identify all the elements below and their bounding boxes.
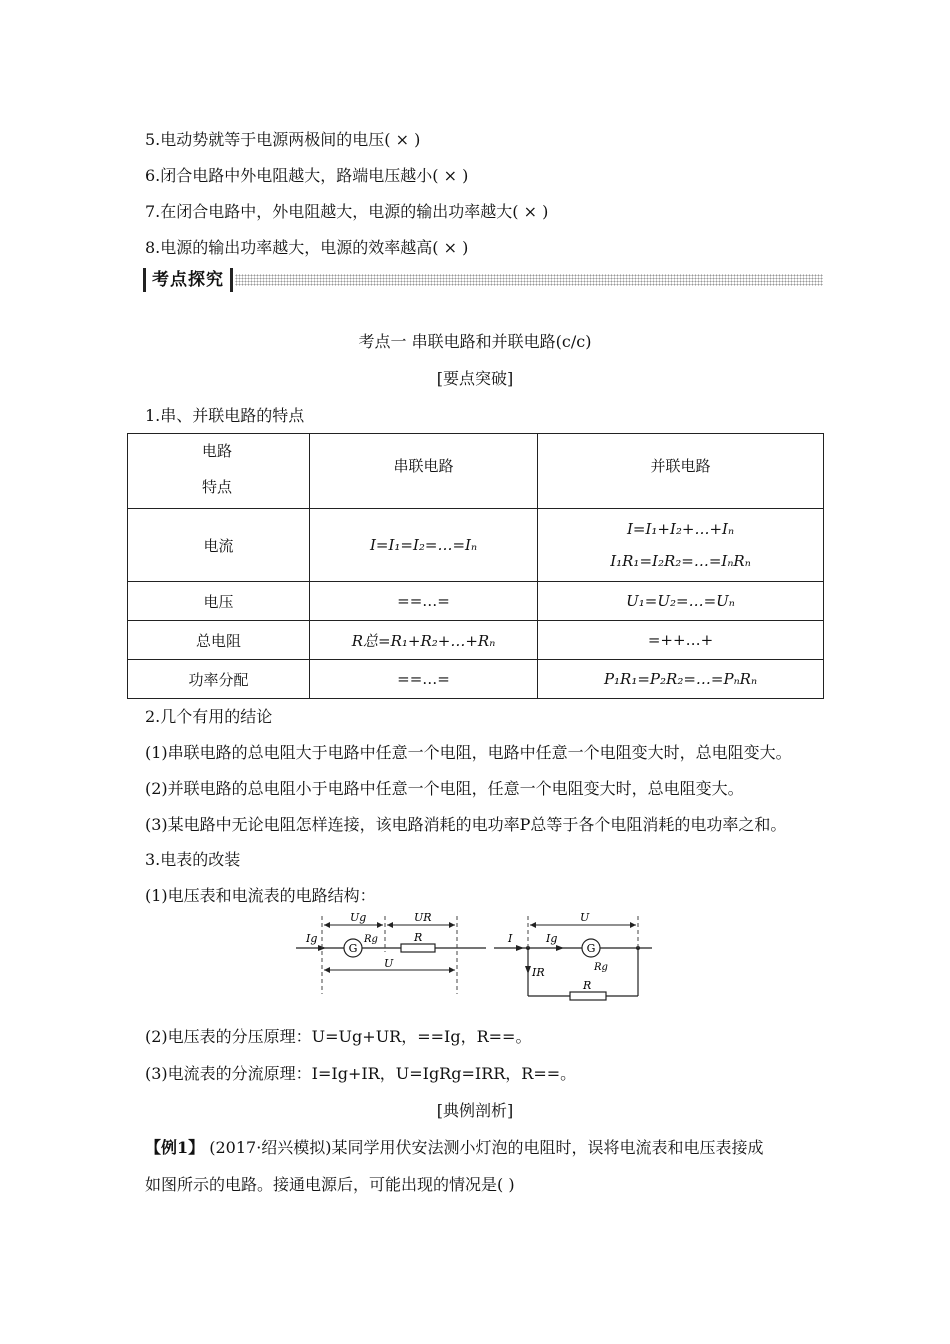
parallel-line-2: I₁R₁=I₂R₂=…=IₙRₙ (610, 552, 751, 570)
galvanometer-label: G (348, 942, 358, 955)
section-banner (143, 268, 823, 292)
corner-bottom-label: 特点 (202, 478, 233, 496)
table-row (128, 621, 824, 660)
corner-top-label: 电路 (202, 442, 233, 460)
example-text-1: (2017·绍兴模拟)某同学用伏安法测小灯泡的电阻时，误将电流表和电压表接成 (204, 1138, 764, 1157)
example-1-line-2: 如图所示的电路。接通电源后，可能出现的情况是( ) (145, 1175, 515, 1194)
example-1-line-1 (145, 1135, 764, 1158)
label-r: R (583, 979, 592, 992)
item2-title: 2.几个有用的结论 (145, 707, 273, 726)
resistor-r (401, 944, 435, 952)
item3-title: 3.电表的改装 (145, 850, 241, 869)
label-i: I (508, 932, 513, 945)
label-ig: Ig (546, 932, 558, 945)
series-cell: I=I₁=I₂=…=Iₙ (310, 509, 538, 582)
series-cell: ==…= (310, 582, 538, 621)
conclusion-2: (2)并联电路的总电阻小于电路中任意一个电阻，任意一个电阻变大时，总电阻变大。 (145, 779, 744, 798)
table-row (128, 582, 824, 621)
row-label: 电压 (128, 582, 310, 621)
label-u: U (384, 957, 394, 970)
parallel-cell (538, 509, 824, 582)
label-ug: Ug (350, 912, 367, 924)
series-cell: R总=R₁+R₂+…+Rₙ (310, 621, 538, 660)
ammeter-circuit-diagram (490, 912, 658, 1002)
label-rg: Rg (594, 962, 608, 973)
label-r: R (414, 931, 423, 944)
section-title: 考点一 串联电路和并联电路(c/c) (358, 332, 592, 351)
label-rg: Rg (364, 934, 378, 945)
voltmeter-circuit-diagram (290, 912, 490, 996)
conclusion-3: (3)某电路中无论电阻怎样连接，该电路消耗的电功率P总等于各个电阻消耗的电功率之和。 (145, 815, 787, 834)
parallel-line-1: I=I₁+I₂+…+Iₙ (626, 520, 735, 538)
galvanometer-label: G (586, 942, 596, 955)
row-label: 总电阻 (128, 621, 310, 660)
label-u: U (580, 912, 590, 924)
parallel-cell: =++…+ (538, 621, 824, 660)
banner-label: 考点探究 (143, 268, 233, 292)
series-header: 串联电路 (310, 434, 538, 509)
example-heading: [典例剖析] (436, 1101, 514, 1120)
table-row (128, 660, 824, 699)
judgment-item-6: 6.闭合电路中外电阻越大，路端电压越小( × ) (145, 166, 469, 185)
label-ir: IR (532, 966, 545, 979)
table-header-row (128, 434, 824, 509)
voltmeter-principle: (2)电压表的分压原理：U=Ug+UR，==Ig，R==。 (145, 1027, 532, 1046)
judgment-item-7: 7.在闭合电路中，外电阻越大，电源的输出功率越大( × ) (145, 202, 549, 221)
parallel-cell: P₁R₁=P₂R₂=…=PₙRₙ (538, 660, 824, 699)
judgment-item-8: 8.电源的输出功率越大，电源的效率越高( × ) (145, 238, 469, 257)
table-row (128, 509, 824, 582)
item1-title: 1.串、并联电路的特点 (145, 406, 305, 425)
circuit-properties-table (127, 433, 824, 699)
conclusion-1: (1)串联电路的总电阻大于电路中任意一个电阻，电路中任意一个电阻变大时，总电阻变大。 (145, 743, 792, 762)
banner-dotted-rule (235, 274, 823, 286)
label-ig: Ig (306, 932, 318, 945)
judgment-item-5: 5.电动势就等于电源两极间的电压( × ) (145, 130, 421, 149)
meter-structure-caption: (1)电压表和电流表的电路结构： (145, 886, 376, 905)
example-tag: 【例1】 (145, 1138, 205, 1157)
series-cell: ==…= (310, 660, 538, 699)
ammeter-principle: (3)电流表的分流原理：I=Ig+IR，U=IgRg=IRR，R==。 (145, 1064, 577, 1083)
row-label: 功率分配 (128, 660, 310, 699)
parallel-header: 并联电路 (538, 434, 824, 509)
table-corner-cell (128, 434, 310, 509)
label-ur: UR (414, 912, 432, 924)
key-points-heading: [要点突破] (436, 369, 514, 388)
row-label: 电流 (128, 509, 310, 582)
parallel-cell: U₁=U₂=…=Uₙ (538, 582, 824, 621)
shunt-resistor (570, 992, 606, 1000)
